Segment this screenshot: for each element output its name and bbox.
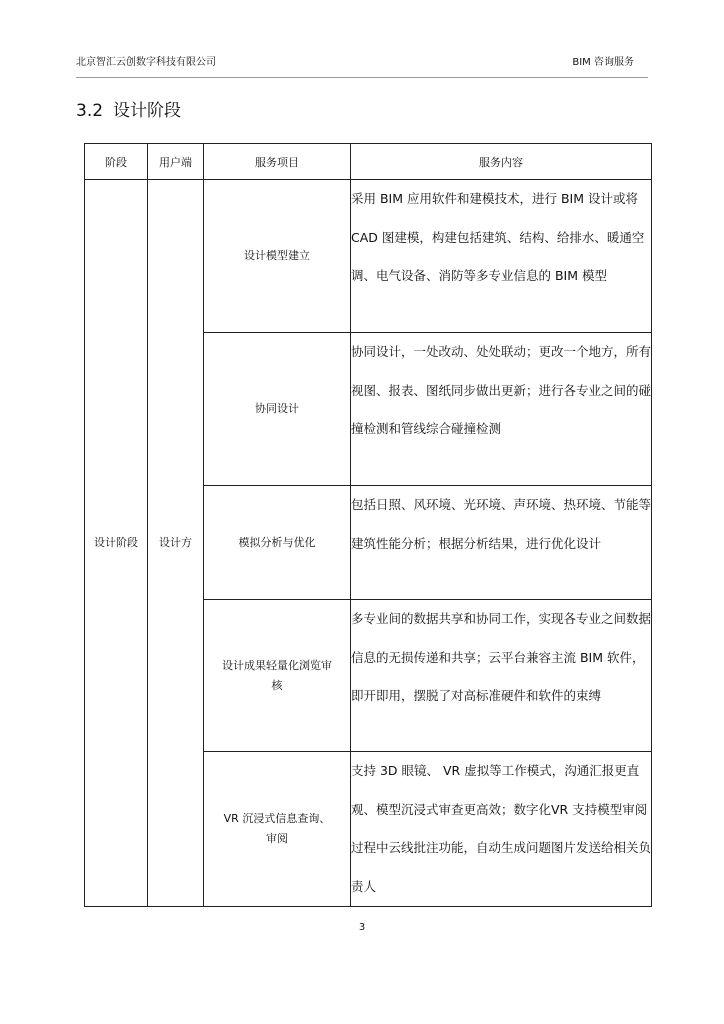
service-item-label: VR 沉浸式信息查询、审阅 xyxy=(223,812,331,845)
service-item: 设计模型建立 xyxy=(204,180,351,333)
company-name: 北京智汇云创数字科技有限公司 xyxy=(76,57,216,68)
phase-cell xyxy=(85,180,148,907)
header-user: 用户端 xyxy=(148,144,204,180)
header-phase: 阶段 xyxy=(85,144,148,180)
service-content: 多专业间的数据共享和协同工作，实现各专业之间数据信息的无损传递和共享；云平台兼容主流 BIM 软件，即开即用，摆脱了对高标准硬件和软件的束缚 xyxy=(351,600,652,752)
service-table xyxy=(84,143,652,907)
service-item: 模拟分析与优化 xyxy=(204,486,351,600)
header-service-label: BIM 咨询服务 xyxy=(572,57,634,68)
header-divider xyxy=(76,77,648,78)
phase-label: 设计阶段 xyxy=(94,536,138,549)
section-title xyxy=(76,96,181,121)
service-item xyxy=(204,752,351,907)
service-content: 协同设计，一处改动、处处联动；更改一个地方，所有视图、报表、图纸同步做出更新；进行各专业之间的碰撞检测和管线综合碰撞检测 xyxy=(351,333,652,486)
service-content: 采用 BIM 应用软件和建模技术，进行 BIM 设计或将 CAD 图建模，构建包括建筑、结构、给排水、暖通空调、电气设备、消防等多专业信息的 BIM 模型 xyxy=(351,180,652,333)
page-header xyxy=(76,53,648,71)
page-number: 3 xyxy=(358,922,366,933)
service-content: 支持 3D 眼镜、 VR 虚拟等工作模式，沟通汇报更直观、模型沉浸式审查更高效；数字化VR 支持模型审阅过程中云线批注功能，自动生成问题图片发送给相关负责人 xyxy=(351,752,652,907)
section-title-text: 设计阶段 xyxy=(113,101,182,121)
service-item xyxy=(204,600,351,752)
section-number: 3.2 xyxy=(76,101,104,121)
service-item-label: 设计成果轻量化浏览审核 xyxy=(222,658,332,692)
user-cell: 设计方 xyxy=(148,180,204,907)
table-header-row xyxy=(85,144,652,180)
service-item: 协同设计 xyxy=(204,333,351,486)
header-content: 服务内容 xyxy=(351,144,652,180)
service-content: 包括日照、风环境、光环境、声环境、热环境、节能等建筑性能分析；根据分析结果，进行优化设计 xyxy=(351,486,652,600)
table-row xyxy=(85,180,652,333)
header-item: 服务项目 xyxy=(204,144,351,180)
